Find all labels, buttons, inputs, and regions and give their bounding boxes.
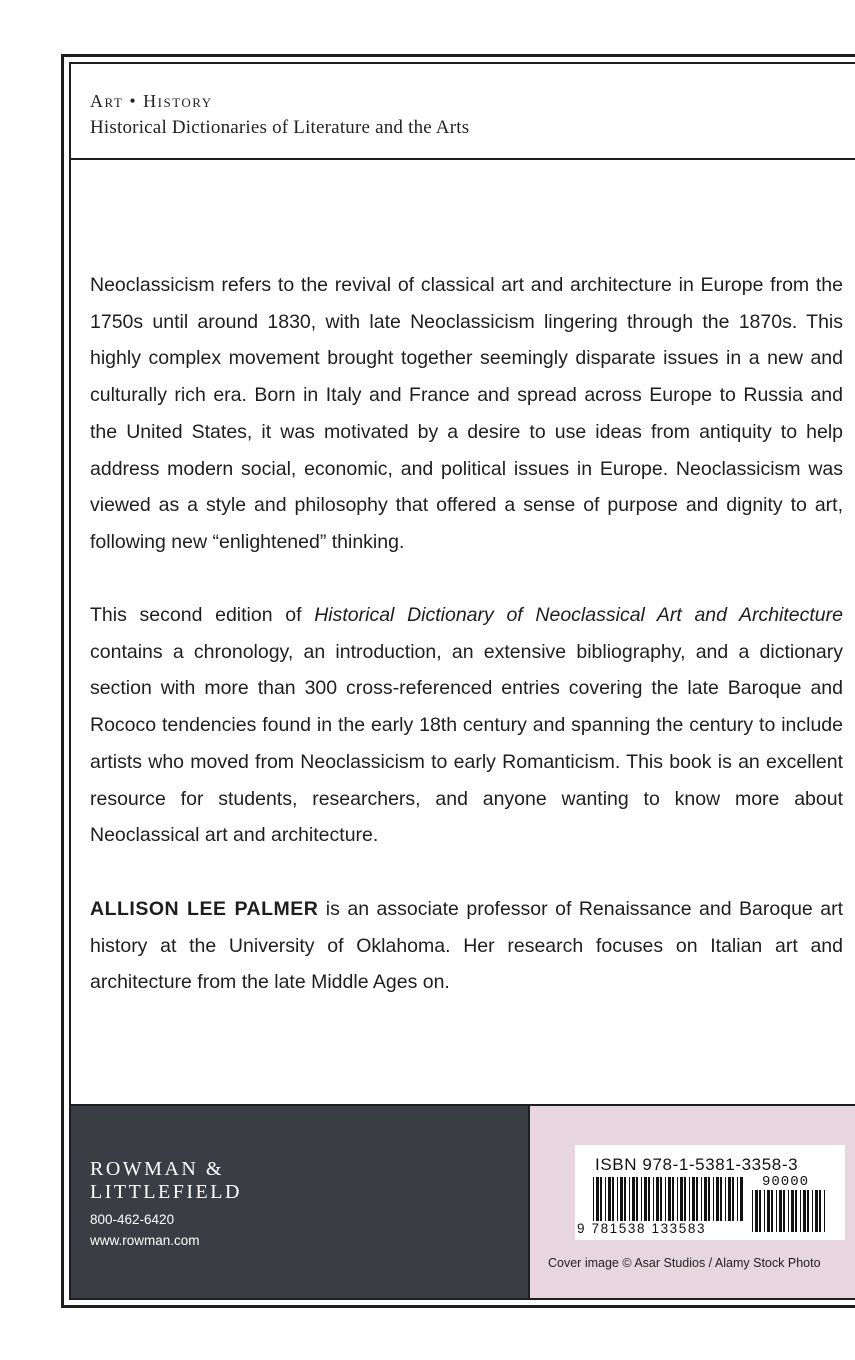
barcode-bar	[764, 1190, 765, 1232]
description-paragraph-1: Neoclassicism refers to the revival of classical art and architecture in Europe from the 1750s until around 1830, with late Neoclassicism lingering through the 1870s. This highly complex movement brought together seemingly disparate issues in a new and culturally rich era. Born in Italy and France and spread across Europe to Russia and the United States, it was motivated by a desire to use ideas from antiquity to help address modern social, economic, and political issues in Europe. Neoclassicism was viewed as a style and philosophy that offered a sense of purpose and dignity to art, following new “enlightened” thinking.	[90, 274, 843, 553]
barcode-bar	[636, 1177, 638, 1221]
barcode-digits: 9 781538 133583	[577, 1221, 707, 1236]
price-code: 90000	[762, 1174, 810, 1190]
publisher-logo-line-1: ROWMAN &	[90, 1158, 224, 1180]
barcode-bar	[728, 1177, 731, 1221]
price-barcode	[752, 1190, 828, 1232]
barcode-bar	[740, 1177, 743, 1221]
barcode-bar	[791, 1190, 794, 1232]
barcode-bar	[665, 1177, 666, 1221]
barcode-bar	[608, 1177, 611, 1221]
author-name: ALLISON LEE PALMER	[90, 898, 319, 920]
barcode-bar	[696, 1177, 698, 1221]
barcode-bar	[660, 1177, 662, 1221]
barcode-bar	[803, 1190, 806, 1232]
barcode-bar	[684, 1177, 686, 1221]
barcode-bar	[653, 1177, 654, 1221]
barcode-bar	[819, 1190, 821, 1232]
barcode-bar	[725, 1177, 726, 1221]
barcode-bar	[720, 1177, 722, 1221]
series-header	[71, 64, 855, 160]
author-bio-text: is an associate professor of Renaissance and Baroque art history at the University of Oklahoma. Her research focuses on Italian art and architecture from the late Middle Ages on.	[90, 898, 843, 994]
barcode-bar	[755, 1190, 758, 1232]
barcode-bar	[815, 1190, 818, 1232]
description-paragraph-2	[90, 597, 843, 854]
barcode-bar	[732, 1177, 734, 1221]
barcode-bar	[807, 1190, 809, 1232]
barcode-bar	[668, 1177, 671, 1221]
barcode-bar	[752, 1190, 753, 1232]
barcode-bar	[620, 1177, 623, 1221]
publisher-phone: 800-462-6420	[90, 1212, 175, 1227]
barcode-bar	[800, 1190, 801, 1232]
barcode-bar	[771, 1190, 773, 1232]
barcode-bar	[795, 1190, 797, 1232]
barcode-bar	[593, 1177, 594, 1221]
barcode-bar	[737, 1177, 738, 1221]
barcode-bar	[605, 1177, 606, 1221]
barcode-bar	[716, 1177, 719, 1221]
barcode-bar	[596, 1177, 599, 1221]
barcode-bar	[824, 1190, 825, 1232]
barcode-bar	[617, 1177, 618, 1221]
barcode-bar	[713, 1177, 714, 1221]
barcode-bar	[656, 1177, 659, 1221]
barcode-bar	[680, 1177, 683, 1221]
barcode-bar	[612, 1177, 614, 1221]
book-title: Historical Dictionary of Neoclassical Art and Architecture	[314, 604, 843, 626]
barcode-bar	[644, 1177, 647, 1221]
barcode-bar	[689, 1177, 690, 1221]
barcode-bar	[672, 1177, 674, 1221]
isbn-barcode	[593, 1177, 743, 1221]
barcode-bar	[812, 1190, 813, 1232]
barcode-bar	[776, 1190, 777, 1232]
series-title: Historical Dictionaries of Literature and the Arts	[90, 117, 470, 138]
paragraph-2-text: contains a chronology, an introduction, an extensive bibliography, and a dictionary section with more than 300 cross-referenced entries covering the late Baroque and Rococo tendencies found in the early 18th century and spanning the century to include artists who moved from Neoclassicism to early Romanticism. This book is an excellent resource for students, researchers, and anyone wanting to know more about Neoclassical art and architecture.	[90, 640, 843, 847]
barcode-bar	[767, 1190, 770, 1232]
barcode-bar	[677, 1177, 678, 1221]
barcode-bar	[783, 1190, 785, 1232]
barcode-bar	[708, 1177, 710, 1221]
barcode-bar	[624, 1177, 626, 1221]
paragraph-2-prefix: This second edition of	[90, 604, 315, 626]
category-label: Art • History	[90, 91, 213, 111]
isbn-text: ISBN 978-1-5381-3358-3	[595, 1155, 799, 1174]
barcode-bar	[641, 1177, 642, 1221]
barcode-bar	[704, 1177, 707, 1221]
barcode-bar	[629, 1177, 630, 1221]
barcode-bar	[600, 1177, 602, 1221]
barcode-bar	[759, 1190, 761, 1232]
barcode-bar	[648, 1177, 650, 1221]
barcode-bar	[779, 1190, 782, 1232]
barcode-bar	[788, 1190, 789, 1232]
barcode-bar	[701, 1177, 702, 1221]
publisher-logo-line-2: LITTLEFIELD	[90, 1181, 242, 1203]
publisher-website[interactable]: www.rowman.com	[90, 1233, 200, 1248]
barcode-bar	[632, 1177, 635, 1221]
barcode-bar	[692, 1177, 695, 1221]
author-bio	[90, 891, 843, 1001]
cover-image-credit: Cover image © Asar Studios / Alamy Stock Photo	[548, 1256, 821, 1270]
